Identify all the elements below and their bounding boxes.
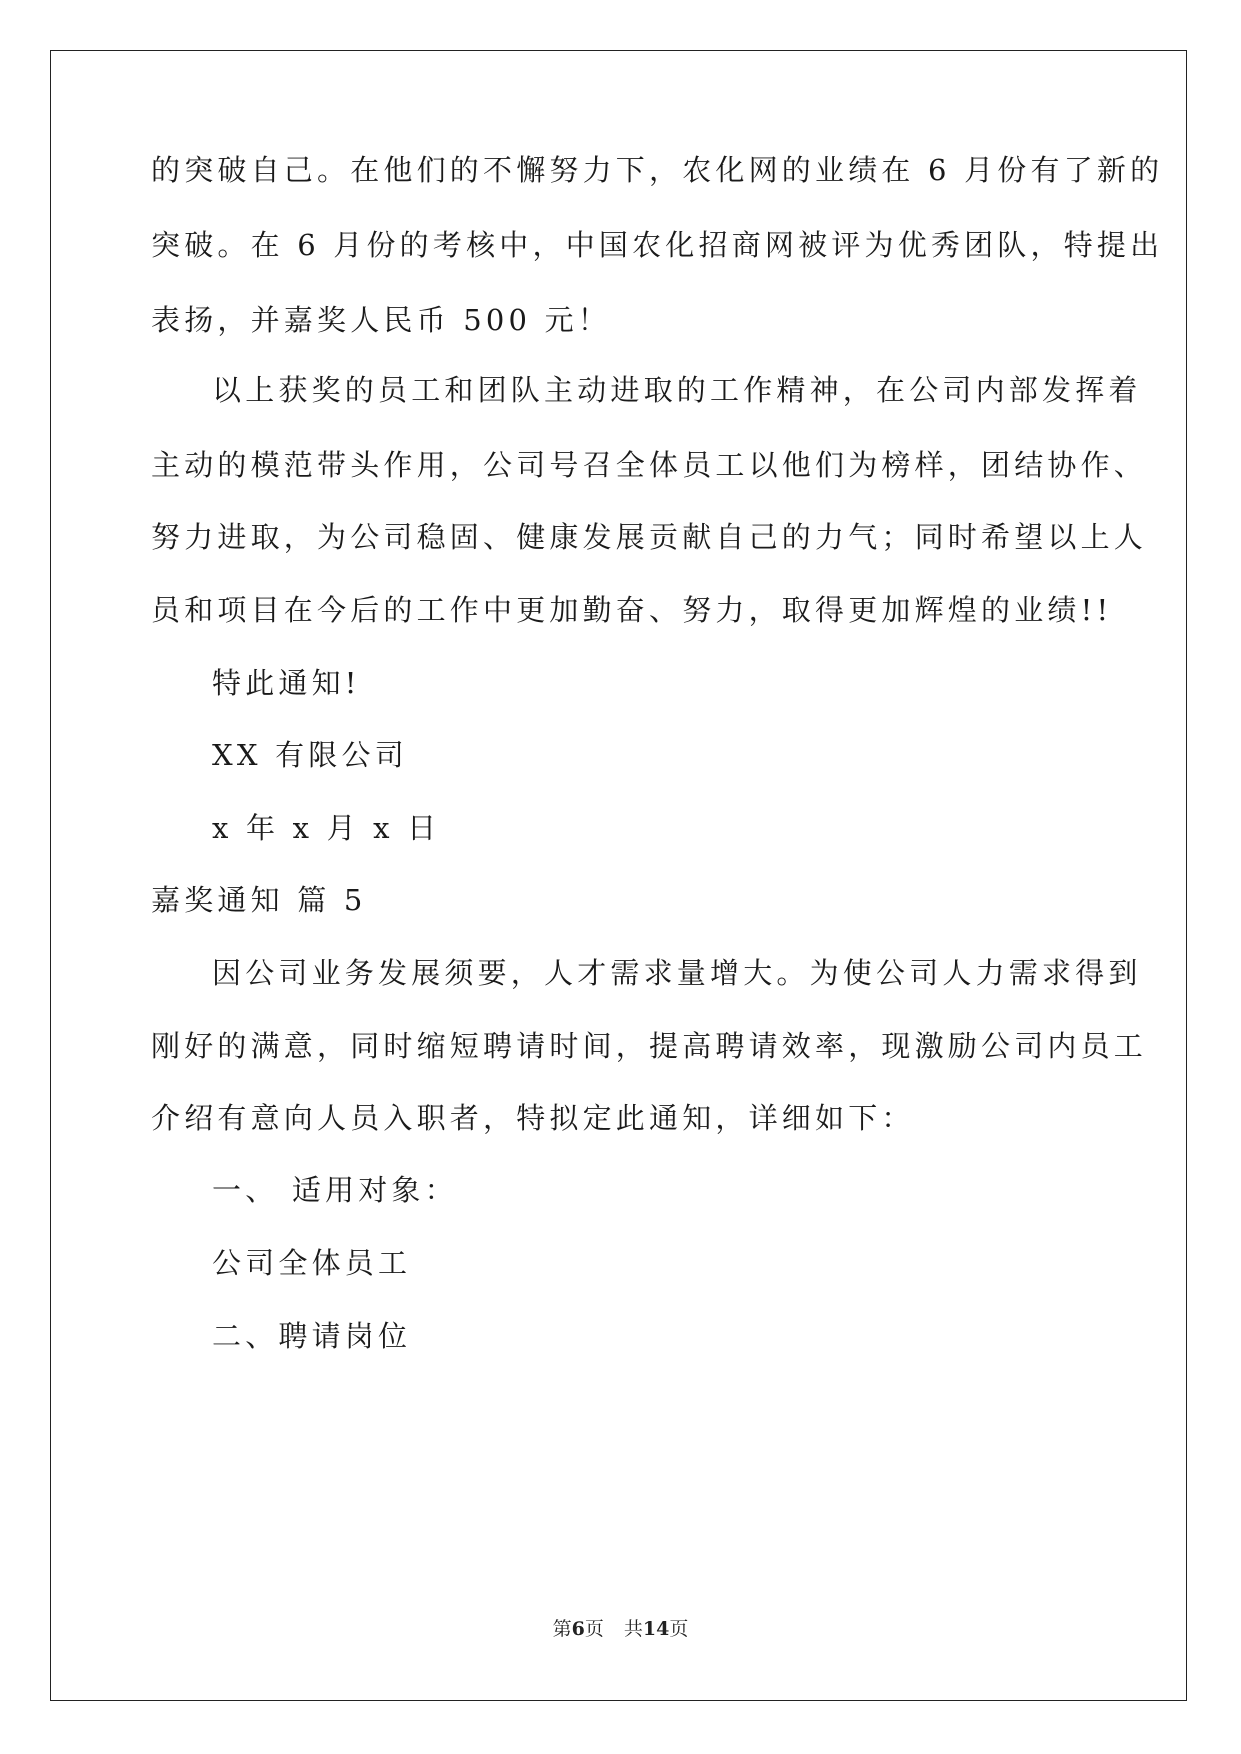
total-prefix: 共: [623, 1618, 643, 1640]
body-line: 因公司业务发展须要，人才需求量增大。为使公司人力需求得到: [212, 956, 1142, 990]
list-item-heading: 一、 适用对象：: [212, 1173, 458, 1207]
page-footer: [0, 1617, 1241, 1641]
closing-notice: 特此通知!: [212, 666, 361, 700]
date-line: x 年 x 月 x 日: [212, 811, 441, 845]
body-line: 员和项目在今后的工作中更加勤奋、努力，取得更加辉煌的业绩!!: [151, 593, 1113, 627]
body-line: 以上获奖的员工和团队主动进取的工作精神，在公司内部发挥着: [212, 373, 1142, 407]
list-item-text: 公司全体员工: [212, 1246, 412, 1280]
page-number: 6: [571, 1618, 585, 1640]
list-item-heading: 二、聘请岗位: [212, 1319, 412, 1353]
total-pages: 14: [642, 1618, 670, 1640]
section-heading: 嘉奖通知 篇 5: [151, 883, 367, 917]
body-line: 的突破自己。在他们的不懈努力下，农化网的业绩在 6 月份有了新的: [151, 153, 1164, 187]
body-line: 表扬，并嘉奖人民币 500 元！: [151, 303, 611, 337]
body-line: 突破。在 6 月份的考核中，中国农化招商网被评为优秀团队，特提出: [151, 228, 1164, 262]
body-line: 主动的模范带头作用，公司号召全体员工以他们为榜样，团结协作、: [151, 448, 1148, 482]
page-border: [50, 50, 1187, 1701]
body-line: 介绍有意向人员入职者，特拟定此通知，详细如下：: [151, 1101, 915, 1135]
body-line: 刚好的满意，同时缩短聘请时间，提高聘请效率，现激励公司内员工: [151, 1029, 1148, 1063]
page-prefix: 第: [552, 1618, 572, 1640]
page-mid: 页: [584, 1618, 604, 1640]
total-suffix: 页: [669, 1618, 689, 1640]
body-line: 努力进取，为公司稳固、健康发展贡献自己的力气；同时希望以上人: [151, 520, 1148, 554]
company-name: XX 有限公司: [212, 738, 408, 772]
